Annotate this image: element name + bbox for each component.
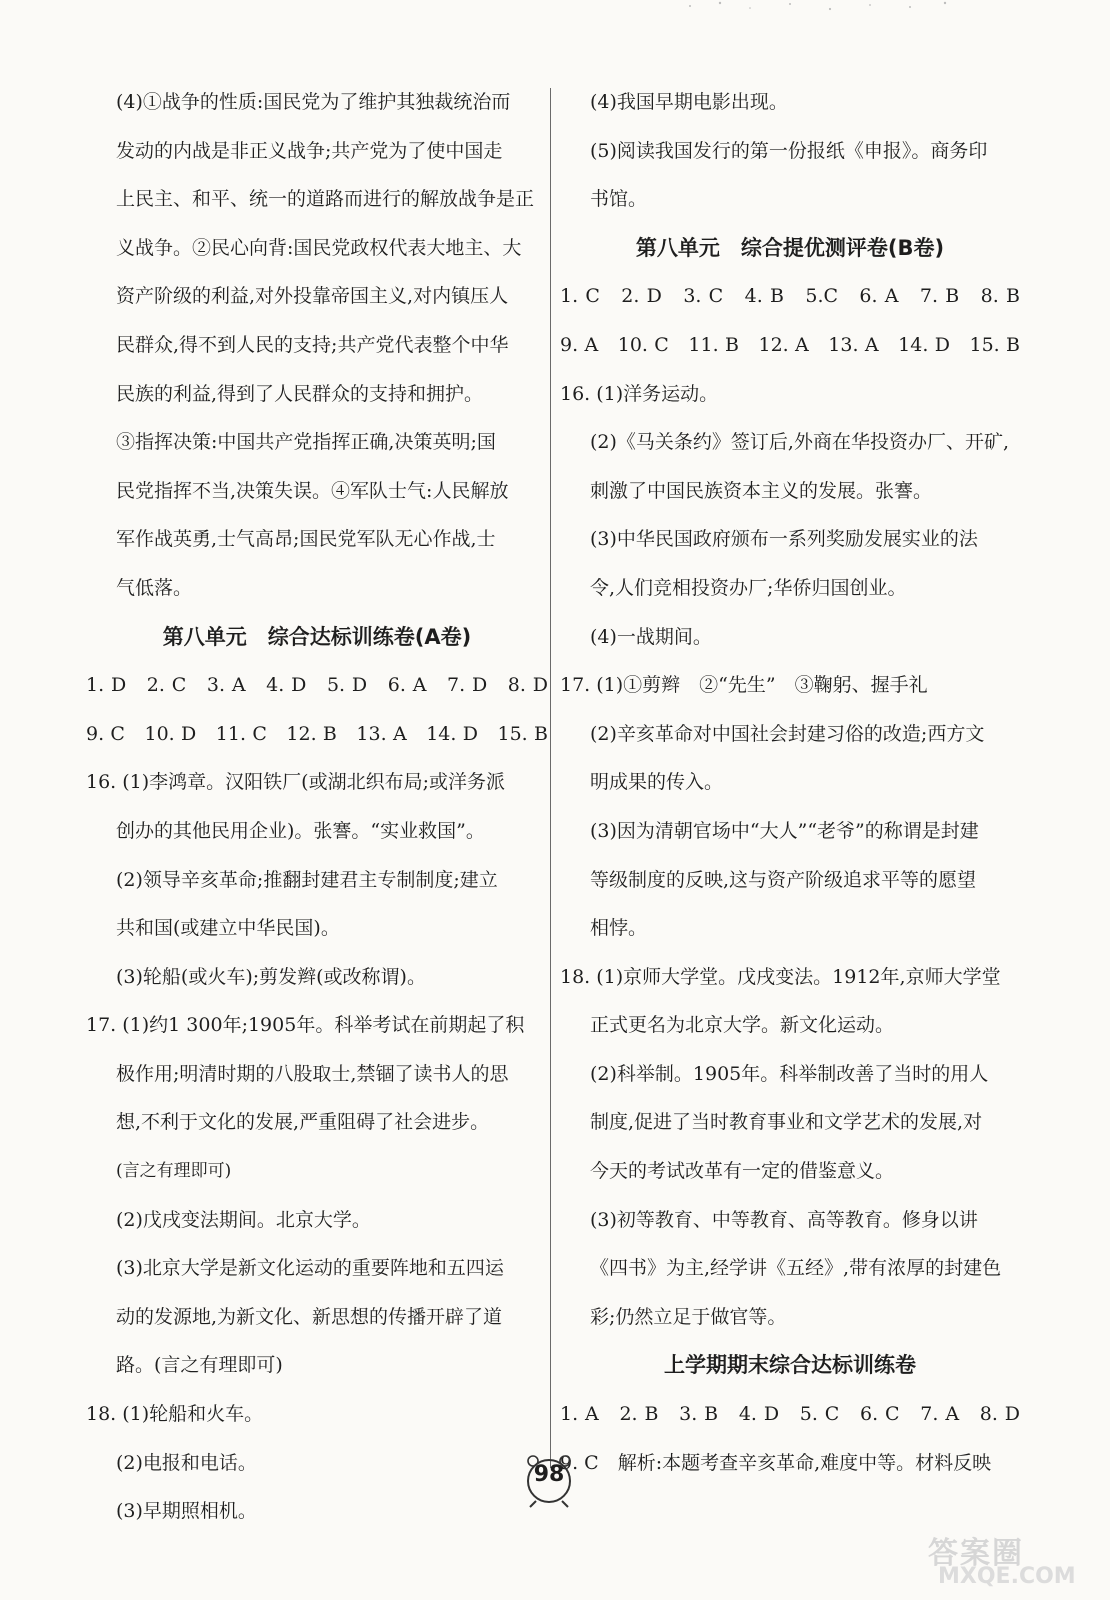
text-line: (3)轮船(或火车);剪发辫(或改称谓)。	[116, 965, 426, 988]
text-line: (言之有理即可)	[116, 1161, 232, 1182]
text-line: (2)辛亥革命对中国社会封建习俗的改造;西方文	[590, 722, 985, 745]
text-line: 1. D 2. C 3. A 4. D 5. D 6. A 7. D 8. D	[86, 674, 548, 697]
text-line: (2)电报和电话。	[116, 1451, 257, 1474]
text-line: 发动的内战是非正义战争;共产党为了使中国走	[116, 139, 503, 162]
text-line: (4)我国早期电影出现。	[590, 91, 788, 113]
text-line: ③指挥决策:中国共产党指挥正确,决策英明;国	[116, 431, 496, 454]
watermark-logo-text: 答案圈	[928, 1536, 1024, 1571]
text-line: 彩;仍然立足于做官等。	[590, 1305, 787, 1328]
text-line: 等级制度的反映,这与资产阶级追求平等的愿望	[590, 868, 977, 891]
text-line: 刺激了中国民族资本主义的发展。张謇。	[590, 479, 933, 502]
text-line: 共和国(或建立中华民国)。	[116, 917, 340, 940]
text-line: 想,不利于文化的发展,严重阻碍了社会进步。	[116, 1111, 490, 1134]
text-line: 明成果的传入。	[590, 771, 724, 794]
text-line: 义战争。②民心向背:国民党政权代表大地主、大	[116, 236, 522, 259]
text-line: 17. (1)约1 300年;1905年。科举考试在前期起了积	[86, 1014, 525, 1037]
text-line: 制度,促进了当时教育事业和文学艺术的发展,对	[590, 1111, 983, 1134]
section-heading: 第八单元 综合提优测评卷(B卷)	[635, 235, 945, 260]
text-line: 气低落。	[116, 576, 193, 599]
text-line: 17. (1)①剪辫 ②“先生” ③鞠躬、握手礼	[560, 674, 928, 697]
text-line: 上民主、和平、统一的道路而进行的解放战争是正	[116, 188, 535, 211]
text-line: (3)初等教育、中等教育、高等教育。修身以讲	[590, 1208, 978, 1231]
column-divider	[550, 88, 551, 1468]
text-line: 18. (1)轮船和火车。	[86, 1403, 264, 1426]
watermark	[918, 1528, 1088, 1590]
text-line: (2)戊戌变法期间。北京大学。	[116, 1208, 371, 1231]
text-line: (3)因为清朝官场中“大人”“老爷”的称谓是封建	[590, 819, 979, 842]
text-line: 令,人们竞相投资办厂;华侨归国创业。	[590, 576, 907, 599]
left-column	[86, 78, 548, 1536]
page-number: 98	[533, 1462, 565, 1487]
text-line: 路。(言之有理即可)	[116, 1354, 283, 1377]
text-line: 民党指挥不当,决策失误。④军队士气:人民解放	[116, 479, 509, 502]
text-line: 书馆。	[590, 188, 648, 211]
text-line: 9. A 10. C 11. B 12. A 13. A 14. D 15. B	[560, 333, 1020, 356]
text-line: (4)①战争的性质:国民党为了维护其独裁统治而	[116, 91, 511, 113]
text-line: 军作战英勇,士气高昂;国民党军队无心作战,士	[116, 528, 496, 551]
text-line: (2)《马关条约》签订后,外商在华投资办厂、开矿,	[590, 431, 1009, 454]
text-line: 民群众,得不到人民的支持;共产党代表整个中华	[116, 333, 509, 356]
page-number-badge	[518, 1452, 580, 1508]
text-line: 今天的考试改革有一定的借鉴意义。	[590, 1160, 895, 1183]
text-line: (2)科举制。1905年。科举制改善了当时的用人	[590, 1062, 989, 1085]
scan-noise	[680, 0, 980, 16]
text-line: (3)早期照相机。	[116, 1500, 257, 1523]
text-line: 9. C 10. D 11. C 12. B 13. A 14. D 15. B	[86, 722, 548, 745]
text-line: 资产阶级的利益,对外投靠帝国主义,对内镇压人	[116, 285, 509, 308]
text-line: (3)北京大学是新文化运动的重要阵地和五四运	[116, 1257, 504, 1280]
section-heading: 第八单元 综合达标训练卷(A卷)	[162, 624, 472, 649]
text-line: 创办的其他民用企业)。张謇。“实业救国”。	[116, 819, 485, 842]
text-line: 9. C 解析:本题考查辛亥革命,难度中等。材料反映	[560, 1451, 992, 1474]
text-line: 相悖。	[590, 917, 648, 940]
right-column	[560, 78, 1020, 1487]
text-line: 极作用;明清时期的八股取士,禁锢了读书人的思	[116, 1062, 509, 1085]
watermark-url: MXQE.COM	[938, 1564, 1076, 1589]
text-line: (5)阅读我国发行的第一份报纸《申报》。商务印	[590, 139, 988, 162]
text-line: 动的发源地,为新文化、新思想的传播开辟了道	[116, 1305, 503, 1328]
text-line: 1. C 2. D 3. C 4. B 5.C 6. A 7. B 8. B	[560, 285, 1020, 308]
section-heading: 上学期期末综合达标训练卷	[664, 1353, 916, 1378]
text-line: (4)一战期间。	[590, 625, 712, 648]
text-line: 16. (1)洋务运动。	[560, 382, 719, 405]
text-line: 民族的利益,得到了人民群众的支持和拥护。	[116, 382, 484, 405]
text-line: 1. A 2. B 3. B 4. D 5. C 6. C 7. A 8. D	[560, 1403, 1020, 1426]
text-line: 正式更名为北京大学。新文化运动。	[590, 1014, 895, 1037]
text-line: 16. (1)李鸿章。汉阳铁厂(或湖北织布局;或洋务派	[86, 771, 505, 794]
text-line: 18. (1)京师大学堂。戊戌变法。1912年,京师大学堂	[560, 965, 1001, 988]
text-line: (3)中华民国政府颁布一系列奖励发展实业的法	[590, 528, 978, 551]
text-line: 《四书》为主,经学讲《五经》,带有浓厚的封建色	[590, 1257, 1002, 1280]
text-line: (2)领导辛亥革命;推翻封建君主专制制度;建立	[116, 868, 498, 891]
